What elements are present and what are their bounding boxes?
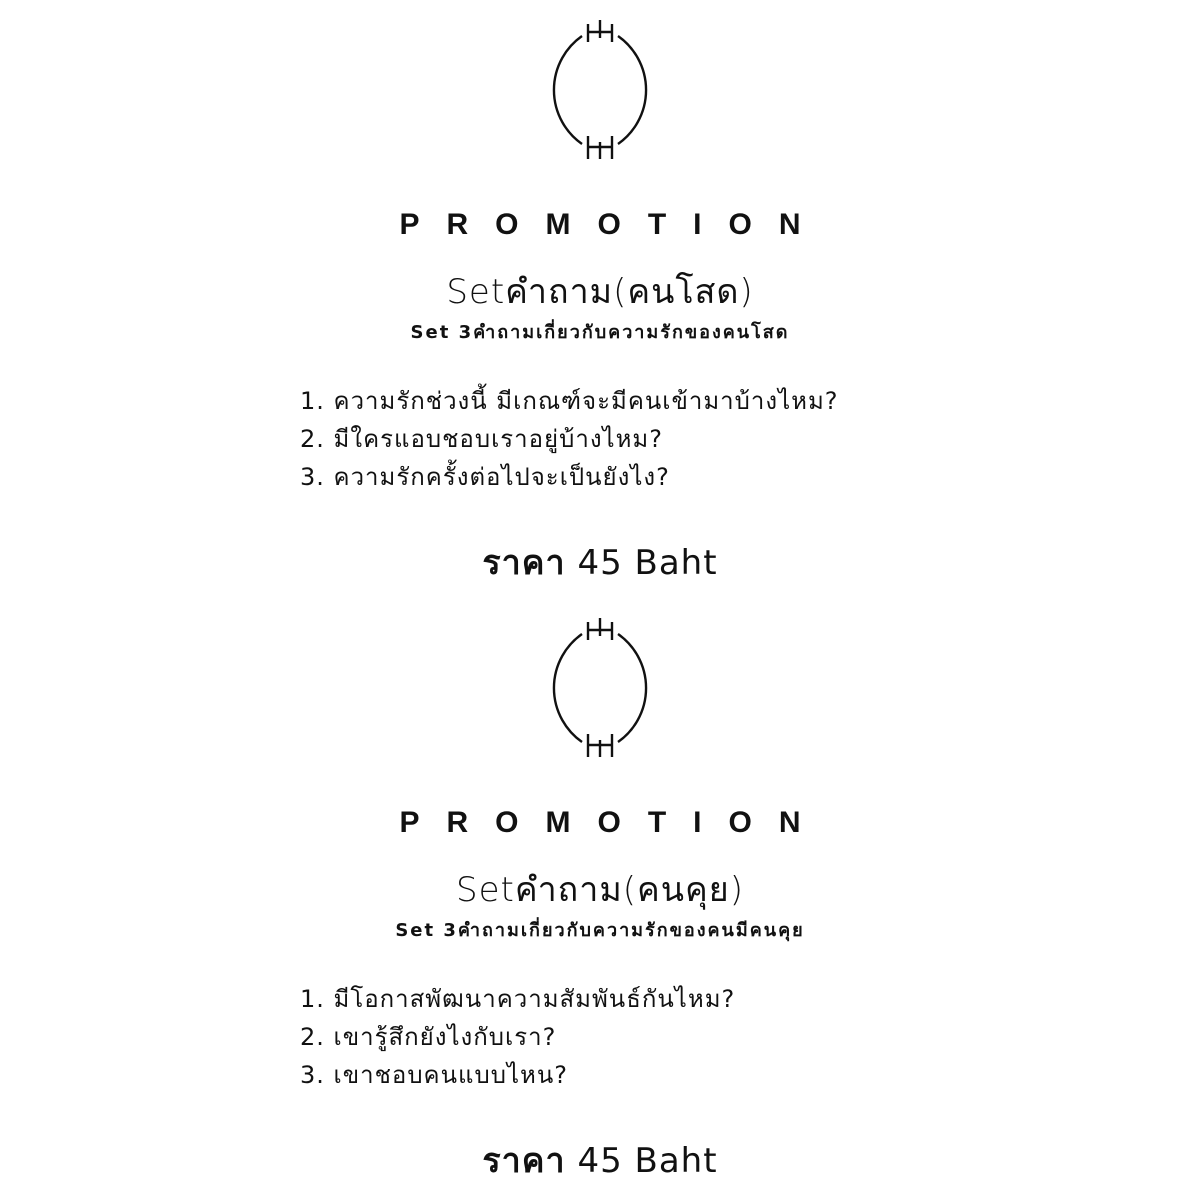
question-item: 1. มีโอกาสพัฒนาความสัมพันธ์กันไหม? <box>300 985 736 1013</box>
circle-h-monogram-icon <box>528 16 672 164</box>
set-subheading: Set 3คำถามเกี่ยวกับความรักของคนโสด <box>410 322 790 343</box>
price-value: 45 Baht <box>577 1141 718 1181</box>
promotion-title: PROMOTION <box>399 806 828 839</box>
circle-h-monogram-icon <box>528 614 672 762</box>
set-heading: Setคำถาม(คนคุย) <box>456 870 744 910</box>
price-line <box>0 1136 1200 1186</box>
question-item: 3. เขาชอบคนแบบไหน? <box>300 1061 568 1089</box>
price-line <box>0 538 1200 588</box>
promotion-title: PROMOTION <box>399 208 828 241</box>
promotion-block-talking <box>0 598 1200 1198</box>
set-subheading: Set 3คำถามเกี่ยวกับความรักของคนมีคนคุย <box>395 920 805 941</box>
price-label: ราคา <box>482 543 566 583</box>
question-item: 3. ความรักครั้งต่อไปจะเป็นยังไง? <box>300 463 670 491</box>
price-label: ราคา <box>482 1141 566 1181</box>
price-value: 45 Baht <box>577 543 718 583</box>
question-list <box>300 980 1000 1094</box>
question-item: 2. เขารู้สึกยังไงกับเรา? <box>300 1023 557 1051</box>
question-item: 1. ความรักช่วงนี้ มีเกณฑ์จะมีคนเข้ามาบ้างไหม? <box>300 387 839 415</box>
set-heading: Setคำถาม(คนโสด) <box>446 272 754 312</box>
question-list <box>300 382 1000 496</box>
question-item: 2. มีใครแอบชอบเราอยู่บ้างไหม? <box>300 425 663 453</box>
